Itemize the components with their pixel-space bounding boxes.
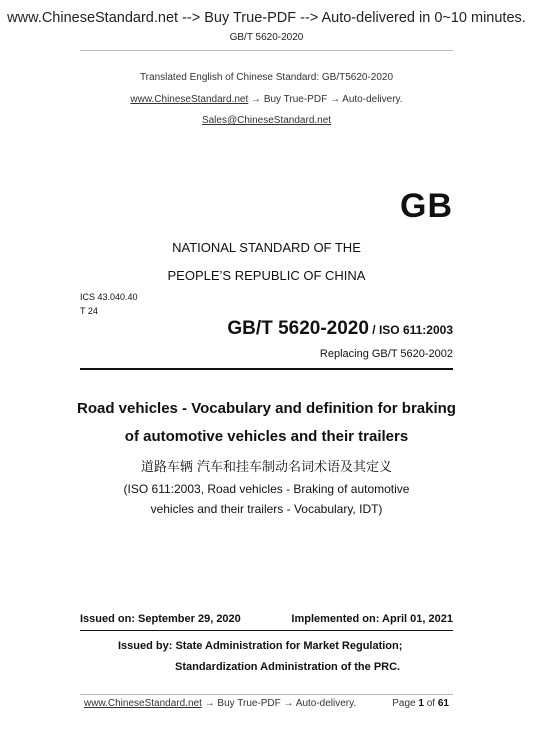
issued-date: Issued on: September 29, 2020: [80, 613, 241, 625]
iso-title-line1: (ISO 611:2003, Road vehicles - Braking of automotive: [123, 482, 410, 496]
footer-buy-line: [84, 698, 356, 709]
top-divider: [80, 50, 453, 51]
national-standard-line2: PEOPLE’S REPUBLIC OF CHINA: [167, 268, 366, 283]
email-link[interactable]: Sales@ChineseStandard.net: [201, 115, 332, 126]
footer-buy-text: → Buy True-PDF → Auto-delivery.: [201, 698, 357, 709]
issuer-line1: Issued by: State Administration for Market Regulation;: [118, 640, 403, 652]
iso-reference: / ISO 611:2003: [368, 323, 453, 337]
buy-line: [0, 94, 533, 105]
footer-site-link[interactable]: www.ChineseStandard.net: [84, 698, 202, 709]
title-divider: [80, 368, 453, 370]
page-number: 1: [418, 698, 424, 709]
implemented-date: Implemented on: April 01, 2021: [291, 613, 453, 625]
of-label: of: [426, 698, 436, 709]
title-line2: of automotive vehicles and their trailers: [124, 428, 409, 445]
dates-divider: [80, 630, 453, 631]
header-standard-code: GB/T 5620-2020: [229, 32, 304, 43]
gb-mark: GB: [400, 187, 453, 225]
standard-number: [227, 318, 453, 340]
email-line: [0, 115, 533, 126]
iso-title-line2: vehicles and their trailers - Vocabulary, IDT): [150, 502, 383, 516]
site-link[interactable]: www.ChineseStandard.net: [130, 94, 249, 105]
page-total: 61: [437, 698, 449, 709]
t-code: T 24: [80, 306, 98, 316]
footer-divider: [80, 694, 453, 695]
ics-code: ICS 43.040.40: [80, 292, 138, 302]
issuer-line2: Standardization Administration of the PRC.: [175, 661, 401, 673]
national-standard-line1: NATIONAL STANDARD OF THE: [172, 240, 361, 255]
buy-text: → Buy True-PDF → Auto-delivery.: [248, 94, 403, 105]
top-banner: www.ChineseStandard.net --> Buy True-PDF --> Auto-delivered in 0~10 minutes.: [7, 10, 526, 26]
translation-line: Translated English of Chinese Standard: GB/T5620-2020: [139, 72, 394, 83]
standard-number-main: GB/T 5620-2020: [227, 318, 369, 339]
page-indicator: [392, 698, 449, 709]
chinese-title: 道路车辆 汽车和挂车制动名词术语及其定义: [140, 460, 393, 475]
title-line1: Road vehicles - Vocabulary and definition for braking: [77, 400, 456, 417]
replacing-line: Replacing GB/T 5620-2002: [319, 348, 453, 360]
page-label: Page: [392, 698, 416, 709]
